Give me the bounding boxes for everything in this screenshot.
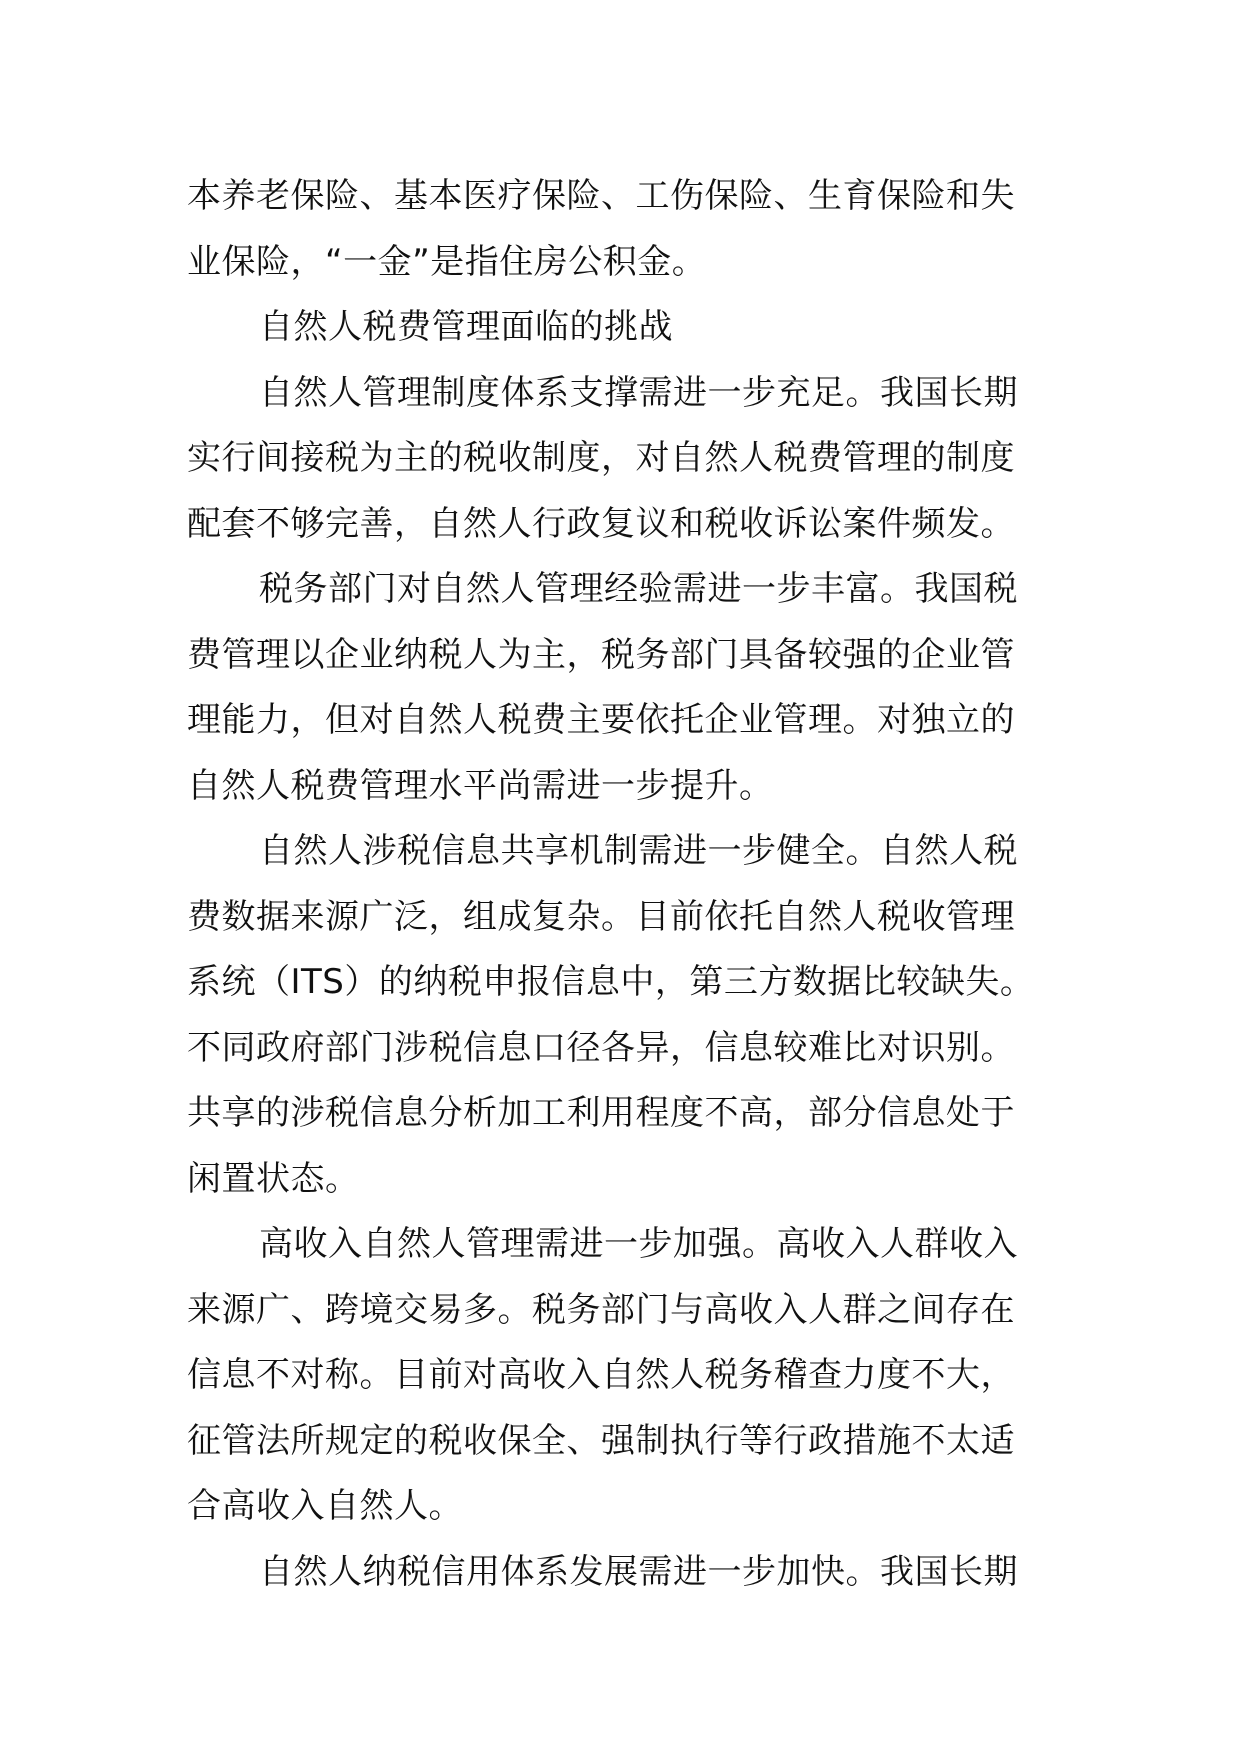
text-line: 费管理以企业纳税人为主，税务部门具备较强的企业管 (187, 634, 1015, 675)
text-line: 不同政府部门涉税信息口径各异，信息较难比对识别。 (187, 1027, 1015, 1068)
paragraph-start: 自然人涉税信息共享机制需进一步健全。自然人税 (259, 831, 1018, 871)
text-line: 配套不够完善，自然人行政复议和税收诉讼案件频发。 (187, 503, 1015, 544)
text-line: 征管法所规定的税收保全、强制执行等行政措施不太适 (187, 1420, 1015, 1461)
text-line: 业保险，“一金”是指住房公积金。 (187, 241, 707, 282)
text-line: 闲置状态。 (187, 1158, 360, 1199)
section-heading: 自然人税费管理面临的挑战 (259, 307, 673, 347)
paragraph-start: 税务部门对自然人管理经验需进一步丰富。我国税 (259, 569, 1018, 609)
text-line: 合高收入自然人。 (187, 1486, 463, 1526)
paragraph-start: 自然人纳税信用体系发展需进一步加快。我国长期 (259, 1551, 1018, 1592)
text-line: 共享的涉税信息分析加工利用程度不高，部分信息处于 (187, 1093, 1015, 1133)
text-line: 自然人税费管理水平尚需进一步提升。 (187, 765, 774, 806)
text-line: 理能力，但对自然人税费主要依托企业管理。对独立的 (187, 700, 1015, 740)
text-line: 本养老保险、基本医疗保险、工伤保险、生育保险和失 (187, 176, 1015, 216)
document-body (187, 164, 1057, 1605)
text-line: 来源广、跨境交易多。税务部门与高收入人群之间存在 (187, 1289, 1015, 1330)
text-line: 信息不对称。目前对高收入自然人税务稽查力度不大， (187, 1355, 1015, 1395)
paragraph-start: 自然人管理制度体系支撑需进一步充足。我国长期 (259, 372, 1018, 413)
text-line: 费数据来源广泛，组成复杂。目前依托自然人税收管理 (187, 896, 1015, 937)
paragraph-start: 高收入自然人管理需进一步加强。高收入人群收入 (259, 1224, 1018, 1264)
text-line: 系统（ITS）的纳税申报信息中，第三方数据比较缺失。 (187, 962, 1035, 1002)
text-line: 实行间接税为主的税收制度，对自然人税费管理的制度 (187, 438, 1015, 478)
